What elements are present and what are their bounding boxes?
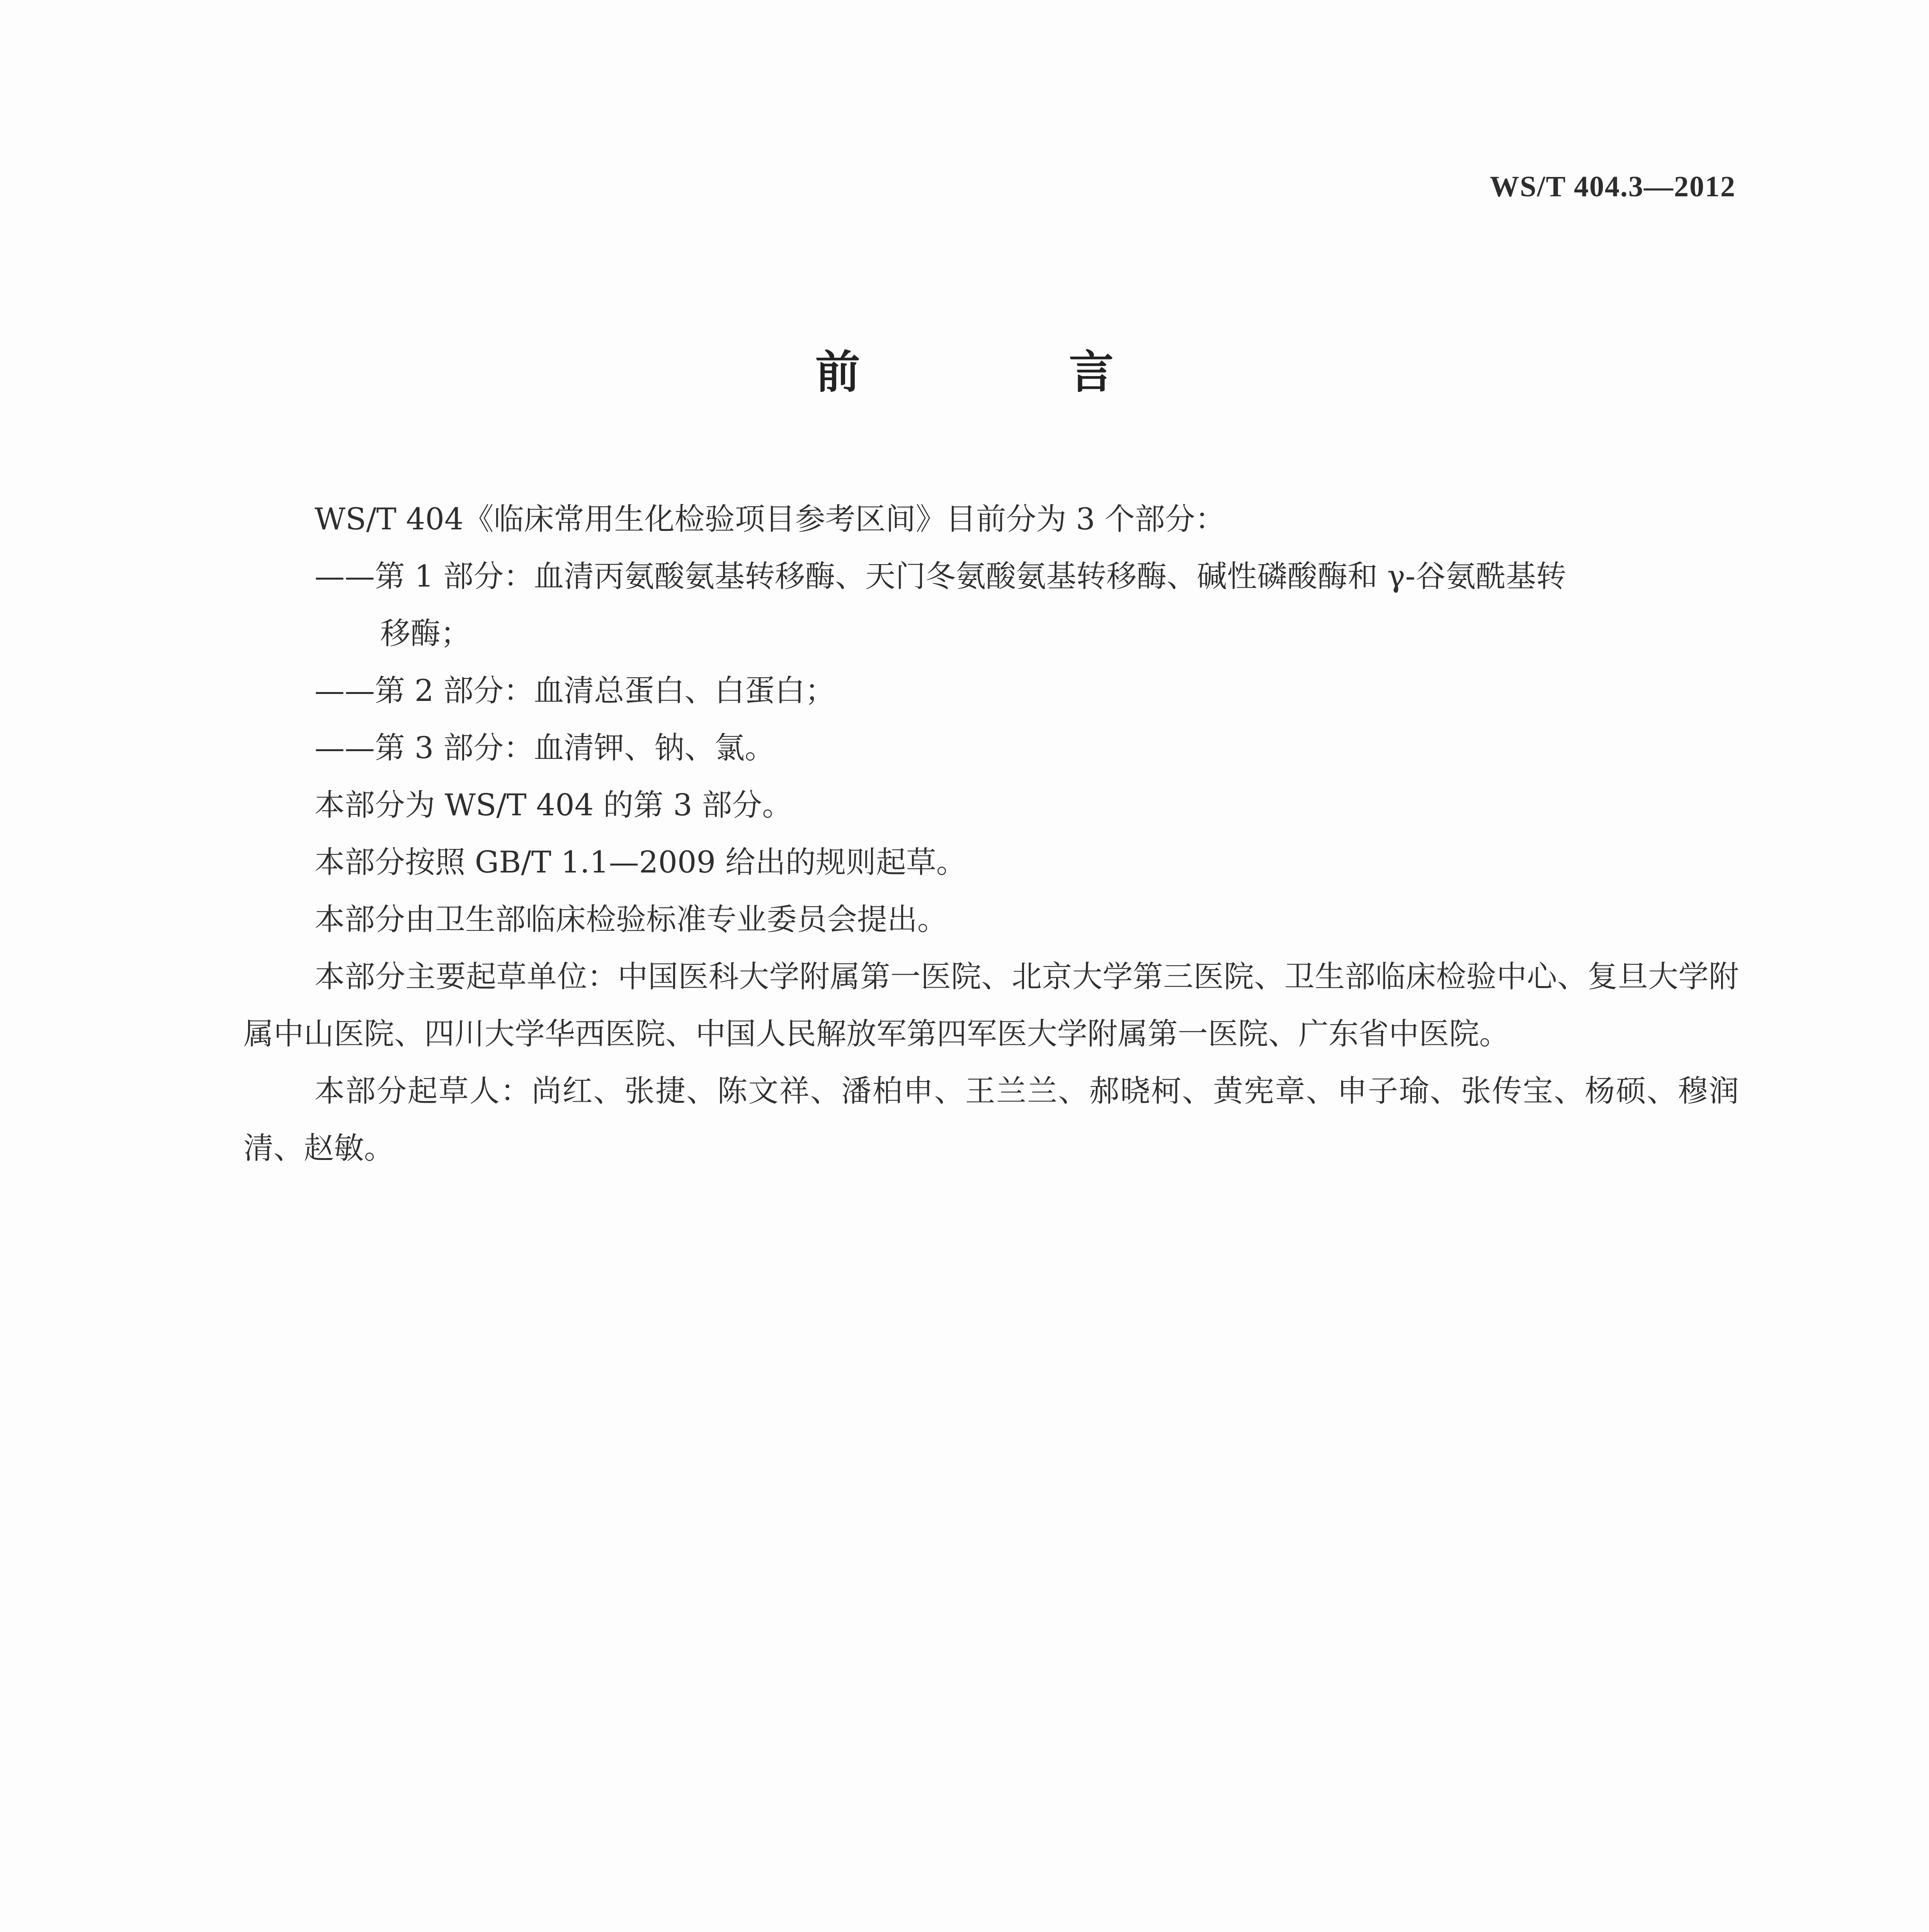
- part1-item-continued: 移酶；: [380, 616, 471, 651]
- intro-line: WS/T 404《临床常用生化检验项目参考区间》目前分为 3 个部分：: [315, 502, 1225, 537]
- drafting-units-paragraph: 本部分主要起草单位：中国医科大学附属第一医院、北京大学第三医院、卫生部临床检验中心、复旦大学附属中山医院、四川大学华西医院、中国人民解放军第四军医大学附属第一医院、广东省中医院。: [243, 959, 1739, 1051]
- part2-item: ——第 2 部分：血清总蛋白、白蛋白；: [315, 673, 835, 708]
- statement-proposer: 本部分由卫生部临床检验标准专业委员会提出。: [315, 902, 948, 937]
- document-number: WS/T 404.3—2012: [1490, 170, 1736, 203]
- statement-rules: 本部分按照 GB/T 1.1—2009 给出的规则起草。: [315, 845, 966, 880]
- statement-part: 本部分为 WS/T 404 的第 3 部分。: [315, 788, 793, 823]
- drafters-paragraph: 本部分起草人：尚红、张捷、陈文祥、潘柏申、王兰兰、郝晓柯、黄宪章、申子瑜、张传宝、杨硕、穆润清、赵敏。: [243, 1074, 1739, 1166]
- part1-item: ——第 1 部分：血清丙氨酸氨基转移酶、天门冬氨酸氨基转移酶、碱性磷酸酶和 γ-谷氨酰基转: [315, 559, 1566, 594]
- page-title: 前 言: [815, 346, 1211, 398]
- part3-item: ——第 3 部分：血清钾、钠、氯。: [315, 731, 775, 765]
